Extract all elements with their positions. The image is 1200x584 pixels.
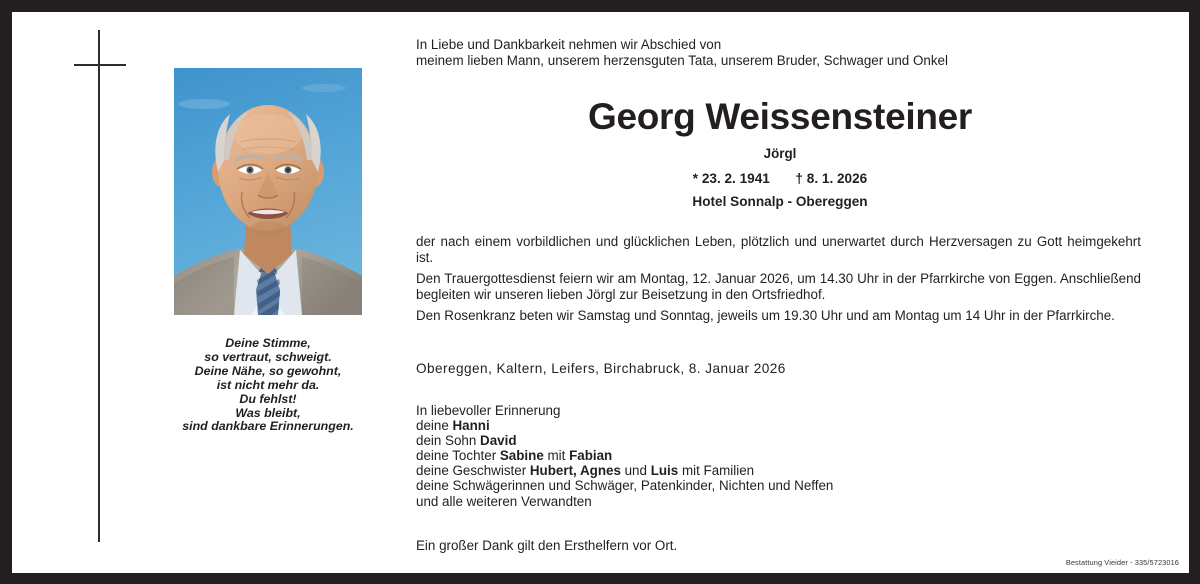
intro-text [416, 37, 1144, 70]
cross-icon-bar [74, 64, 126, 66]
family-member-name: Luis [650, 463, 679, 479]
portrait-photo [174, 68, 362, 315]
family-line [416, 463, 1144, 478]
venue-line: Hotel Sonnalp - Obereggen [692, 194, 868, 209]
family-line: und alle weiteren Verwandten [416, 493, 592, 509]
family-line [416, 448, 1144, 463]
funeral-home-credit: Bestattung Vieider - 335/5723016 [1065, 558, 1179, 567]
family-heading: In liebevoller Erinnerung [416, 403, 561, 418]
verse-line: Du fehlst! [239, 391, 297, 406]
death-date: 8. 1. 2026 [806, 171, 868, 186]
verse-line: Deine Nähe, so gewohnt, [194, 363, 342, 378]
verse-line: Deine Stimme, [225, 336, 311, 350]
cross-icon-stem [98, 30, 100, 542]
family-member-name: David [480, 433, 517, 449]
paragraph-rosary: Den Rosenkranz beten wir Samstag und Sonntag, jeweils um 19.30 Uhr und am Montag um 14 Uhr in der Pfarrkirche. [416, 308, 1115, 323]
paragraph-passing: der nach einem vorbildlichen und glücklichen Leben, plötzlich und unerwartet durch Herzversagen zu Gott heimgekehrt ist. [416, 234, 1141, 266]
family-member-name: Sabine [499, 448, 544, 464]
family-line [416, 433, 1144, 448]
family-member-name: Hubert, Agnes [529, 463, 621, 479]
birth-date: 23. 2. 1941 [701, 171, 770, 186]
family-conjunction: und [620, 463, 651, 479]
birth-symbol-icon: * [692, 171, 699, 186]
family-prefix: deine Tochter [416, 448, 500, 464]
family-prefix: deine Geschwister [416, 463, 530, 479]
family-conjunction: mit [543, 448, 570, 464]
family-list [416, 403, 1144, 509]
notice-card [12, 12, 1189, 573]
deceased-name: Georg Weissensteiner [587, 96, 973, 137]
verse-line: so vertraut, schweigt. [204, 349, 332, 364]
family-prefix: deine [416, 418, 453, 434]
verse-line: ist nicht mehr da. [216, 377, 320, 392]
intro-line: In Liebe und Dankbarkeit nehmen wir Abschied von [416, 37, 722, 52]
deceased-nickname: Jörgl [763, 146, 797, 161]
intro-line: meinem lieben Mann, unserem herzensguten Tata, unserem Bruder, Schwager und Onkel [416, 53, 948, 69]
family-suffix: mit Familien [678, 463, 755, 479]
memorial-verse [152, 337, 384, 434]
life-dates [416, 171, 1144, 186]
places-and-date-line: Obereggen, Kaltern, Leifers, Birchabruck, 8. Januar 2026 [416, 361, 786, 376]
thanks-line: Ein großer Dank gilt den Ersthelfern vor Ort. [416, 538, 678, 553]
paragraph-funeral-service: Den Trauergottesdienst feiern wir am Montag, 12. Januar 2026, um 14.30 Uhr in der Pfarrkirche von Eggen. Anschließend begleiten wir unseren lieben Jörgl zur Beisetzung in den Ortsfriedhof. [416, 271, 1141, 303]
family-prefix: dein Sohn [416, 433, 481, 449]
family-line: deine Schwägerinnen und Schwäger, Patenkinder, Nichten und Neffen [416, 478, 834, 494]
verse-line: sind dankbare Erinnerungen. [182, 419, 354, 434]
verse-line: Was bleibt, [235, 405, 301, 420]
family-member-name: Hanni [452, 418, 490, 434]
family-member-name: Fabian [569, 448, 613, 464]
death-symbol-icon: † [795, 171, 803, 186]
family-line [416, 418, 1144, 433]
